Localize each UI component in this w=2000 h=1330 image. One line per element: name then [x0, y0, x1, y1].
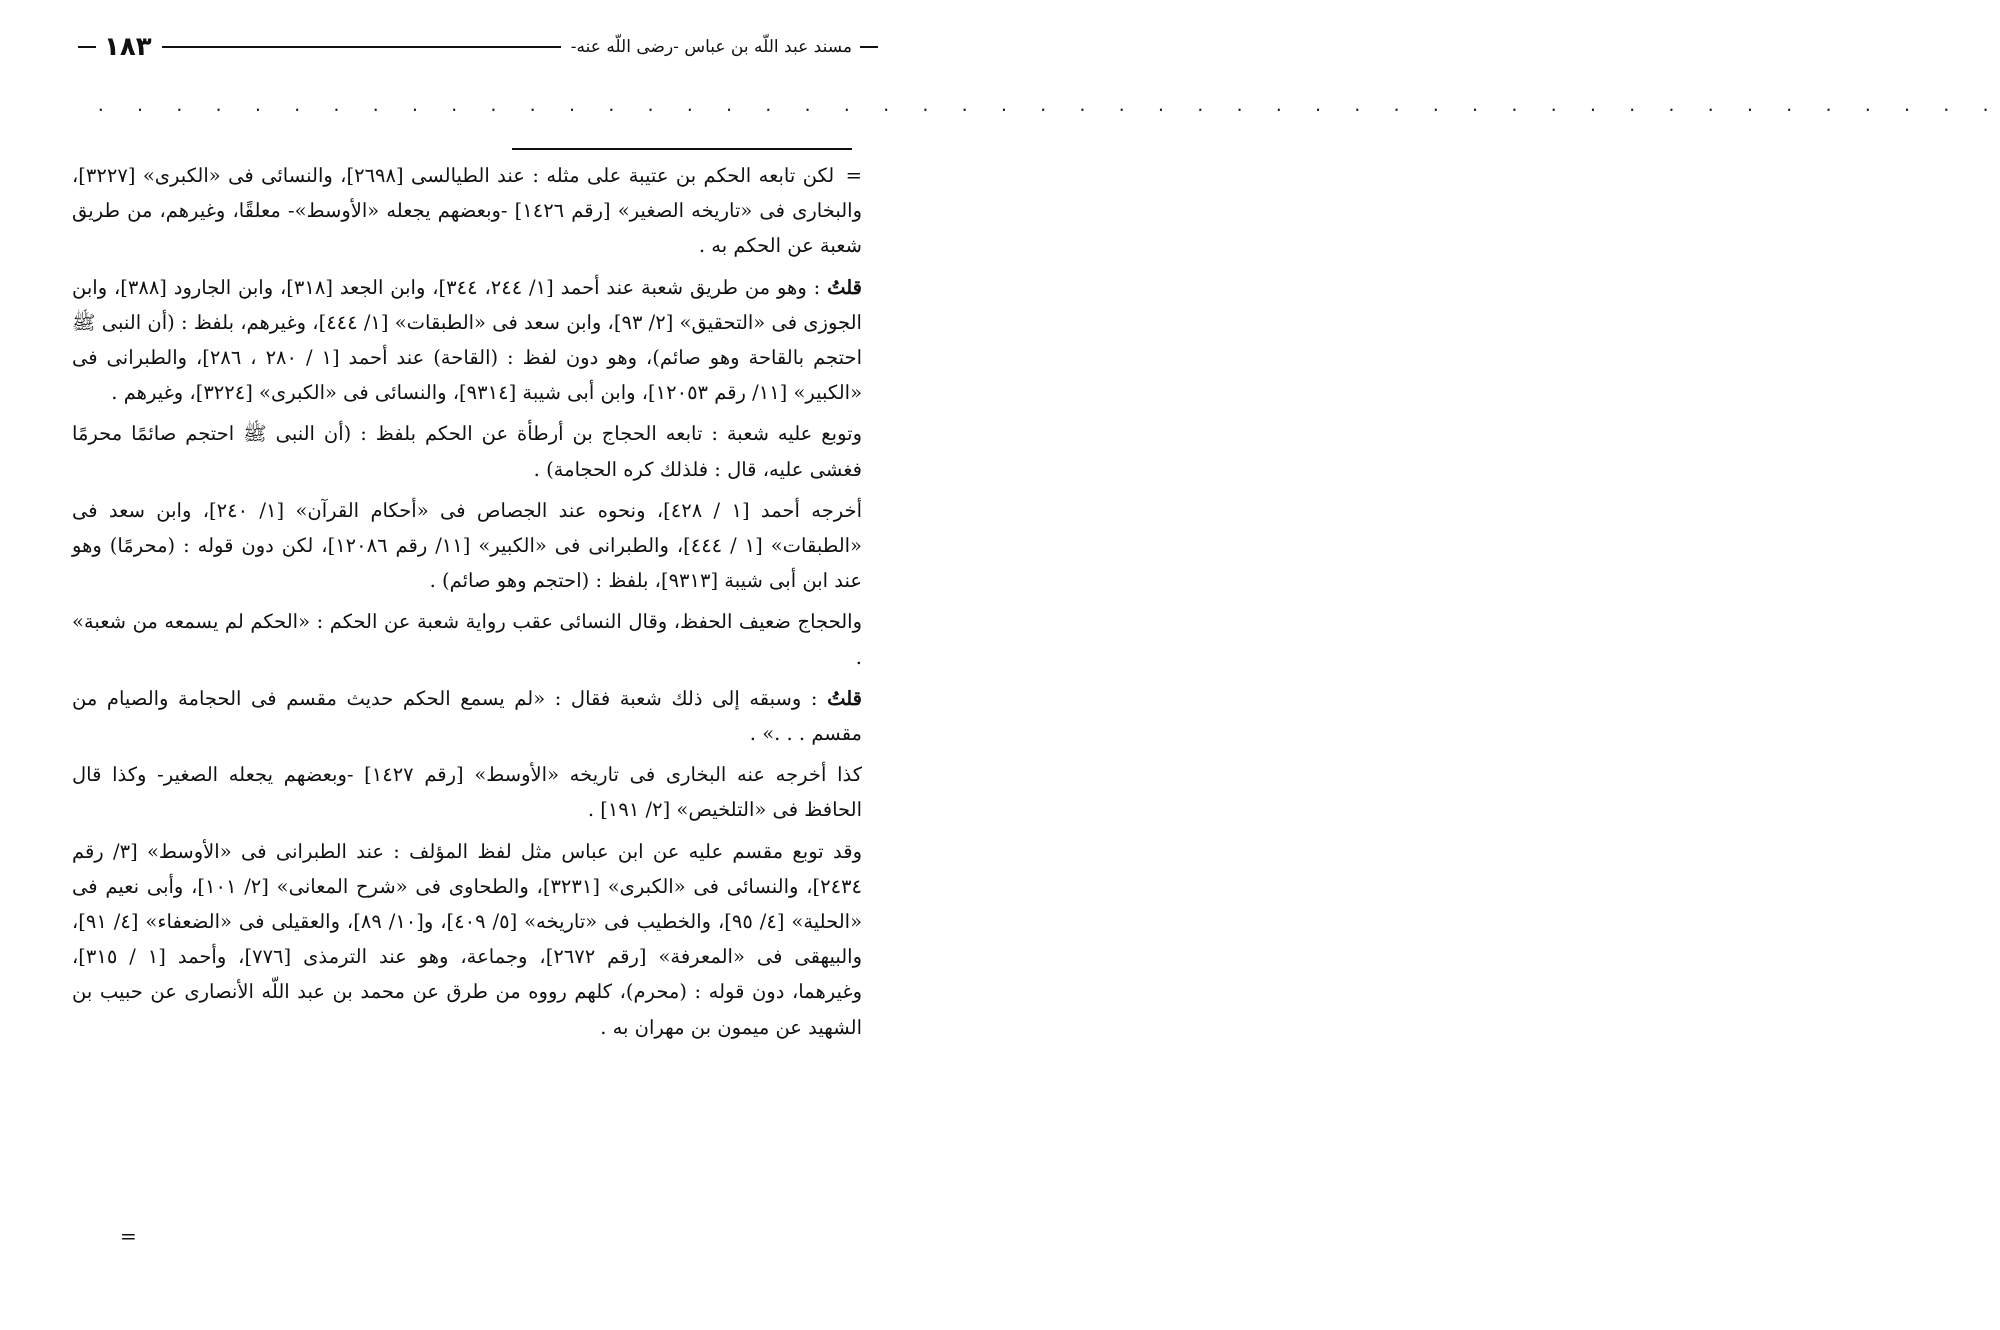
continuation-end-marker: =	[120, 1224, 137, 1248]
paragraph-lead: قلتُ	[827, 275, 862, 299]
paragraph	[72, 604, 862, 674]
paragraph-text: كذا أخرجه عنه البخارى فى تاريخه «الأوسط» [رقم ١٤٢٧] -وبعضهم يجعله الصغير- وكذا قال الحافظ فى «التلخيص» [٢/ ١٩١] .	[72, 763, 863, 822]
paragraph-text: والحجاج ضعيف الحفظ، وقال النسائى عقب رواية شعبة عن الحكم : «الحكم لم يسمعه من شعبة» .	[72, 610, 862, 669]
paragraph	[72, 834, 862, 1045]
page-number: ١٨٣	[104, 32, 152, 62]
continuation-mark: =	[845, 164, 862, 187]
running-title: مسند عبد اللّه بن عباس -رضى اللّه عنه-	[570, 37, 852, 57]
paragraph-text: وتوبع عليه شعبة : تابعه الحجاج بن أرطأة عن الحكم بلفظ : (أن النبى ﷺ احتجم صائمًا محرمًا فغشى عليه، قال : فلذلك كره الحجامة) .	[72, 422, 862, 481]
paragraph-text: وقد توبع مقسم عليه عن ابن عباس مثل لفظ المؤلف : عند الطبرانى فى «الأوسط» [٣/ رقم ٢٤٣٤]، والنسائى فى «الكبرى» [٣٢٣١]، والطحاوى فى «شرح المعانى» [٢/ ١٠١]، وأبى نعيم فى «الحلية» [٤/ ٩٥]، والخطيب فى «تاريخه» [٥/ ٤٠٩]، و[١٠/ ٨٩]، والعقيلى فى «الضعفاء» [٤/ ٩١]، والبيهقى فى «المعرفة» [رقم ٢٦٧٢]، وجماعة، وهو عند الترمذى [٧٧٦]، وأحمد [١ / ٣١٥]، وغيرهما، دون قوله : (محرم)، كلهم رووه من طرق عن محمد بن عبد اللّه الأنصارى عن حبيب بن الشهيد عن ميمون بن مهران به .	[72, 839, 863, 1039]
header-dash-start	[860, 46, 878, 48]
paragraph-text: : وهو من طريق شعبة عند أحمد [١/ ٢٤٤، ٣٤٤]، وابن الجعد [٣١٨]، وابن الجارود [٣٨٨]، وابن الجوزى فى «التحقيق» [٢/ ٩٣]، وابن سعد فى «الطبقات» [١/ ٤٤٤]، وغيرهم، بلفظ : (أن النبى ﷺ احتجم بالقاحة وهو صائم)، وهو دون لفظ : (القاحة) عند أحمد [١ / ٢٨٠ ، ٢٨٦]، والطبرانى فى «الكبير» [١١/ رقم ١٢٠٥٣]، وابن أبى شيبة [٩٣١٤]، والنسائى فى «الكبرى» [٣٢٢٤]، وغيرهم .	[72, 275, 862, 405]
paragraph	[72, 681, 862, 751]
footnote-body	[72, 158, 862, 1051]
paragraph-text: : وسبقه إلى ذلك شعبة فقال : «لم يسمع الحكم حديث مقسم فى الحجامة والصيام من مقسم . . .» .	[72, 686, 862, 746]
paragraph	[72, 270, 862, 411]
header-rule	[162, 46, 561, 48]
dotted-separator: . . . . . . . . . . . . . . . . . . . . . . . . . . . . . . . . . . . . . . . . . . . . . . . . .	[96, 96, 2000, 115]
paragraph-lead: قلتُ	[827, 686, 862, 710]
paragraph	[72, 757, 862, 827]
paragraph	[72, 416, 862, 486]
paragraph-text: لكن تابعه الحكم بن عتيبة على مثله : عند الطيالسى [٢٦٩٨]، والنسائى فى «الكبرى» [٣٢٢٧]، والبخارى فى «تاريخه الصغير» [رقم ١٤٢٦] -وبعضهم يجعله «الأوسط»- معلقًا، وغيرهم، من طريق شعبة عن الحكم به .	[72, 164, 862, 258]
paragraph-text: أخرجه أحمد [١ / ٤٢٨]، ونحوه عند الجصاص فى «أحكام القرآن» [١/ ٢٤٠]، وابن سعد فى «الطبقات» [١ / ٤٤٤]، والطبرانى فى «الكبير» [١١/ رقم ١٢٠٨٦]، لكن دون قوله : (محرمًا) وهو عند ابن أبى شيبة [٩٣١٣]، بلفظ : (احتجم وهو صائم) .	[72, 498, 862, 593]
paragraph	[72, 158, 862, 264]
paragraph	[72, 493, 862, 599]
header-dash-end	[78, 46, 96, 48]
footnote-rule	[512, 148, 852, 150]
page-header	[78, 30, 878, 64]
